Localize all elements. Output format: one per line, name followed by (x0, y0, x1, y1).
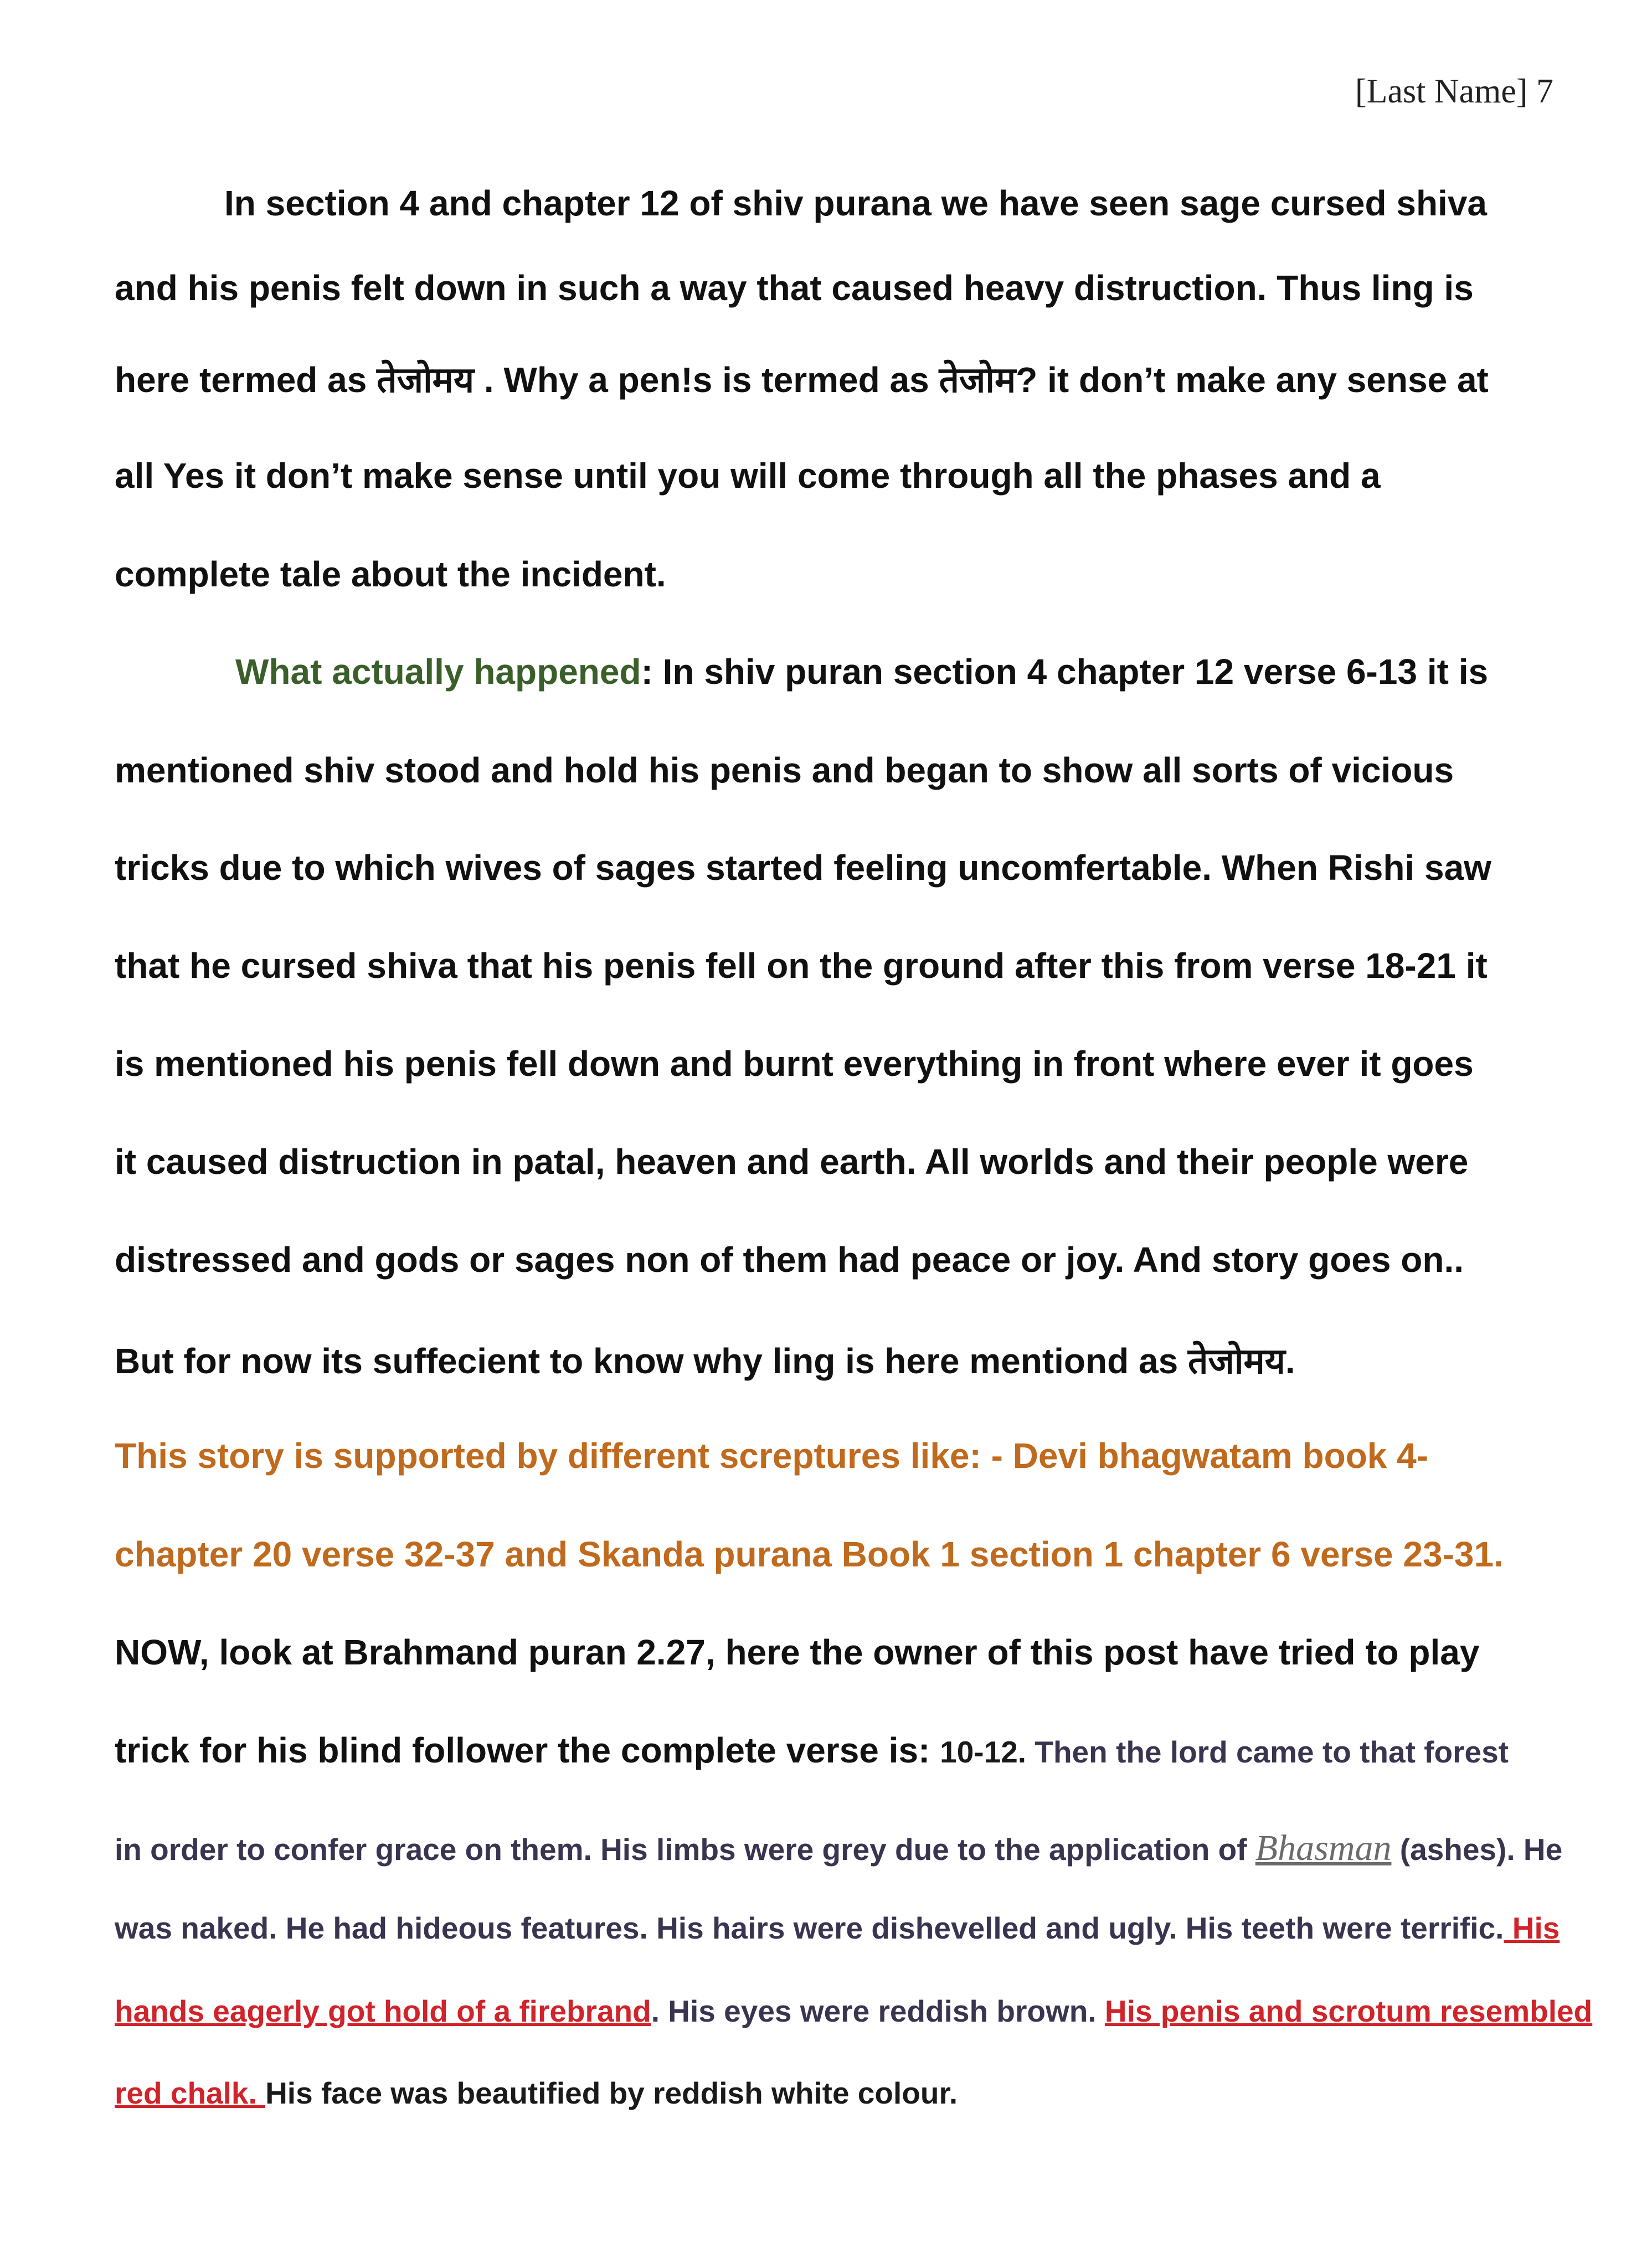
para1-line4: all Yes it don’t make sense until you will come through all the phases and a (115, 456, 1381, 496)
verse-number: 10-12. (940, 1735, 1027, 1769)
para4-line2-text-a: trick for his blind follower the complete verse is: (115, 1730, 940, 1770)
bhasman-term: Bhasman (1255, 1828, 1392, 1868)
hindi-word: तेजोमय (377, 360, 475, 401)
para1-line5: complete tale about the incident. (115, 554, 666, 594)
para4-line1: NOW, look at Brahmand puran 2.27, here the owner of this post have tried to play (115, 1632, 1480, 1672)
para2-line4: that he cursed shiva that his penis fell on the ground after this from verse 18-21 it (115, 946, 1488, 986)
para4-line3 (115, 1827, 1562, 1869)
para2-line8-text-c: . (1285, 1341, 1295, 1381)
para1-line1: In section 4 and chapter 12 of shiv purana we have seen sage cursed shiva (224, 183, 1487, 223)
para4-line2 (115, 1730, 1509, 1771)
hindi-word: तेजोम (939, 360, 1016, 401)
para2-line8-text-a: But for now its suffecient to know why ling is here mentiond as (115, 1341, 1188, 1381)
hindi-word: तेजोमय (1187, 1341, 1285, 1382)
para2-line2: mentioned shiv stood and hold his penis and began to show all sorts of vicious (115, 750, 1454, 790)
para4-line5 (115, 1993, 1592, 2029)
quote-text: was naked. He had hideous features. His hairs were dishevelled and ugly. His teeth were terrific. (115, 1911, 1504, 1945)
highlighted-quote: hands eagerly got hold of a firebrand (115, 1994, 651, 2028)
para2-line7: distressed and gods or sages non of them had peace or joy. And story goes on.. (115, 1240, 1464, 1280)
highlighted-quote: His penis and scrotum resembled (1104, 1994, 1593, 2028)
quote-text: in order to confer grace on them. His limbs were grey due to the application of (115, 1832, 1255, 1867)
para1-line2: and his penis felt down in such a way that caused heavy distruction. Thus ling is (115, 268, 1474, 308)
page-header: [Last Name] 7 (1355, 73, 1553, 110)
para4-line4 (115, 1910, 1560, 1946)
highlighted-quote: red chalk. (115, 2076, 266, 2110)
para1-line3-text-c: . Why a pen!s is termed as (474, 360, 939, 400)
para1-line3-text-e: ? it don’t make any sense at (1016, 360, 1489, 400)
para1-line3-text-a: here termed as (115, 360, 377, 400)
para1-line3 (115, 354, 1489, 403)
quote-text: (ashes). He (1391, 1832, 1563, 1867)
section-heading: What actually happened (235, 652, 641, 692)
para3-line2: chapter 20 verse 32-37 and Skanda purana Book 1 section 1 chapter 6 verse 23-31. (115, 1534, 1504, 1574)
quote-text: His face was beautified by reddish white colour. (265, 2076, 958, 2110)
para2-line3: tricks due to which wives of sages started feeling uncomfertable. When Rishi saw (115, 848, 1491, 888)
highlighted-quote: His (1504, 1911, 1560, 1945)
para2-line6: it caused distruction in patal, heaven and earth. All worlds and their people were (115, 1142, 1469, 1182)
quote-text: Then the lord came to that forest (1026, 1735, 1509, 1769)
para2-line1-rest: : In shiv puran section 4 chapter 12 verse 6-13 it is (641, 652, 1489, 692)
para2-line5: is mentioned his penis fell down and burnt everything in front where ever it goes (115, 1044, 1474, 1084)
para2-line1 (235, 651, 1488, 692)
quote-text: . His eyes were reddish brown. (651, 1994, 1105, 2028)
para3-line1: This story is supported by different screptures like: - Devi bhagwatam book 4- (115, 1436, 1429, 1476)
para4-line6 (115, 2075, 958, 2111)
para2-line8 (115, 1336, 1295, 1384)
